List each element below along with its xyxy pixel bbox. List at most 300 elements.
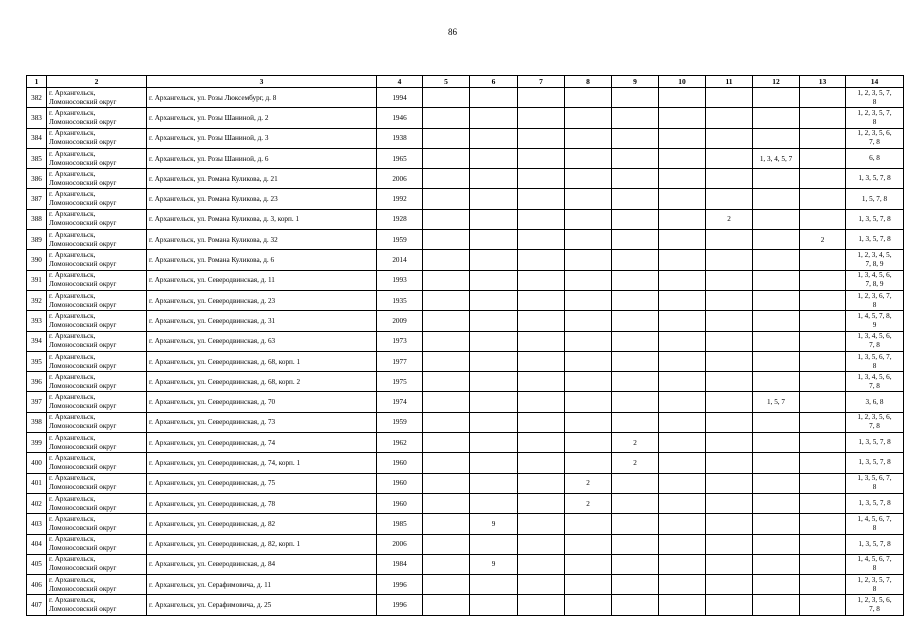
column-6-cell bbox=[470, 270, 518, 290]
year-cell: 1962 bbox=[377, 433, 423, 453]
column-14-cell bbox=[846, 392, 904, 412]
column-5-cell bbox=[423, 514, 470, 534]
column-header: 9 bbox=[612, 76, 659, 88]
column-14-line: 1, 3, 5, 7, 8 bbox=[858, 174, 891, 183]
column-7-cell bbox=[518, 88, 565, 108]
column-14-line: 8 bbox=[872, 483, 877, 492]
column-header: 12 bbox=[753, 76, 800, 88]
district-line: г. Архангельск, bbox=[49, 352, 96, 361]
row-number-cell: 405 bbox=[27, 554, 47, 574]
column-11-cell: 2 bbox=[706, 209, 753, 229]
column-6-cell bbox=[470, 311, 518, 331]
column-14-cell bbox=[846, 554, 904, 574]
column-5-cell bbox=[423, 88, 470, 108]
column-5-cell bbox=[423, 392, 470, 412]
district-line: г. Архангельск, bbox=[49, 372, 96, 381]
district-cell bbox=[47, 493, 147, 513]
column-8-cell bbox=[565, 148, 612, 168]
column-14-cell bbox=[846, 351, 904, 371]
column-14-cell bbox=[846, 372, 904, 392]
address-cell: г. Архангельск, ул. Северодвинская, д. 31 bbox=[147, 311, 377, 331]
district-cell bbox=[47, 169, 147, 189]
column-10-cell bbox=[659, 595, 706, 615]
column-12-cell bbox=[753, 331, 800, 351]
column-6-cell bbox=[470, 453, 518, 473]
column-14-cell bbox=[846, 169, 904, 189]
district-line: г. Архангельск, bbox=[49, 271, 96, 280]
district-line: Ломоносовский округ bbox=[49, 239, 117, 248]
year-cell: 1965 bbox=[377, 148, 423, 168]
district-line: г. Архангельск, bbox=[49, 149, 96, 158]
district-line: г. Архангельск, bbox=[49, 393, 96, 402]
table-row bbox=[27, 595, 904, 615]
column-12-cell bbox=[753, 493, 800, 513]
district-cell bbox=[47, 209, 147, 229]
column-6-cell bbox=[470, 148, 518, 168]
column-9-cell bbox=[612, 412, 659, 432]
column-9-cell bbox=[612, 554, 659, 574]
table-row bbox=[27, 473, 904, 493]
table-row bbox=[27, 128, 904, 148]
column-14-line: 8 bbox=[872, 361, 877, 370]
column-6-cell bbox=[470, 128, 518, 148]
district-cell bbox=[47, 575, 147, 595]
column-7-cell bbox=[518, 392, 565, 412]
column-5-cell bbox=[423, 595, 470, 615]
column-8-cell bbox=[565, 514, 612, 534]
column-13-cell bbox=[800, 311, 846, 331]
district-line: г. Архангельск, bbox=[49, 169, 96, 178]
column-header: 3 bbox=[147, 76, 377, 88]
table-row bbox=[27, 453, 904, 473]
column-7-cell bbox=[518, 189, 565, 209]
district-line: Ломоносовский округ bbox=[49, 199, 117, 208]
column-5-cell bbox=[423, 575, 470, 595]
column-5-cell bbox=[423, 331, 470, 351]
column-14-line: 3, 6, 8 bbox=[865, 397, 884, 406]
column-14-line: 1, 3, 5, 7, 8 bbox=[858, 499, 891, 508]
district-line: г. Архангельск, bbox=[49, 474, 96, 483]
column-11-cell bbox=[706, 595, 753, 615]
column-7-cell bbox=[518, 230, 565, 250]
year-cell: 2006 bbox=[377, 169, 423, 189]
district-line: Ломоносовский округ bbox=[49, 462, 117, 471]
district-line: г. Архангельск, bbox=[49, 291, 96, 300]
row-number-cell: 400 bbox=[27, 453, 47, 473]
column-11-cell bbox=[706, 554, 753, 574]
column-number-header-row bbox=[27, 76, 904, 88]
column-10-cell bbox=[659, 250, 706, 270]
column-8-cell bbox=[565, 270, 612, 290]
column-8-cell bbox=[565, 88, 612, 108]
column-11-cell bbox=[706, 453, 753, 473]
table-row bbox=[27, 311, 904, 331]
column-10-cell bbox=[659, 473, 706, 493]
row-number-cell: 382 bbox=[27, 88, 47, 108]
district-line: Ломоносовский округ bbox=[49, 564, 117, 573]
column-14-cell bbox=[846, 290, 904, 310]
column-14-line: 1, 3, 4, 5, 6, bbox=[857, 271, 892, 280]
year-cell: 1935 bbox=[377, 290, 423, 310]
row-number-cell: 387 bbox=[27, 189, 47, 209]
address-cell: г. Архангельск, ул. Романа Куликова, д. 6 bbox=[147, 250, 377, 270]
column-12-cell bbox=[753, 128, 800, 148]
column-14-cell bbox=[846, 128, 904, 148]
column-10-cell bbox=[659, 189, 706, 209]
column-11-cell bbox=[706, 412, 753, 432]
column-8-cell bbox=[565, 128, 612, 148]
column-9-cell bbox=[612, 595, 659, 615]
column-11-cell bbox=[706, 290, 753, 310]
district-line: Ломоносовский округ bbox=[49, 158, 117, 167]
column-12-cell bbox=[753, 311, 800, 331]
district-line: Ломоносовский округ bbox=[49, 300, 117, 309]
column-13-cell bbox=[800, 433, 846, 453]
column-13-cell bbox=[800, 331, 846, 351]
row-number-cell: 399 bbox=[27, 433, 47, 453]
table-row bbox=[27, 189, 904, 209]
column-10-cell bbox=[659, 311, 706, 331]
address-cell: г. Архангельск, ул. Серафимовича, д. 25 bbox=[147, 595, 377, 615]
column-14-line: 7, 8 bbox=[869, 138, 880, 147]
column-6-cell bbox=[470, 534, 518, 554]
address-cell: г. Архангельск, ул. Северодвинская, д. 11 bbox=[147, 270, 377, 290]
table-row bbox=[27, 108, 904, 128]
column-6-cell bbox=[470, 169, 518, 189]
year-cell: 1938 bbox=[377, 128, 423, 148]
column-11-cell bbox=[706, 270, 753, 290]
district-line: г. Архангельск, bbox=[49, 514, 96, 523]
column-10-cell bbox=[659, 453, 706, 473]
column-14-line: 7, 8, 9 bbox=[865, 280, 884, 289]
column-8-cell bbox=[565, 433, 612, 453]
column-8-cell bbox=[565, 575, 612, 595]
table-row bbox=[27, 412, 904, 432]
district-line: г. Архангельск, bbox=[49, 190, 96, 199]
column-13-cell bbox=[800, 290, 846, 310]
column-10-cell bbox=[659, 88, 706, 108]
district-line: Ломоносовский округ bbox=[49, 320, 117, 329]
year-cell: 1984 bbox=[377, 554, 423, 574]
column-14-cell bbox=[846, 331, 904, 351]
column-7-cell bbox=[518, 290, 565, 310]
column-5-cell bbox=[423, 453, 470, 473]
column-6-cell bbox=[470, 372, 518, 392]
column-10-cell bbox=[659, 108, 706, 128]
column-14-line: 1, 4, 5, 6, 7, bbox=[857, 555, 892, 564]
column-11-cell bbox=[706, 392, 753, 412]
column-13-cell bbox=[800, 88, 846, 108]
column-8-cell bbox=[565, 351, 612, 371]
column-5-cell bbox=[423, 351, 470, 371]
district-line: г. Архангельск, bbox=[49, 555, 96, 564]
address-cell: г. Архангельск, ул. Северодвинская, д. 75 bbox=[147, 473, 377, 493]
column-7-cell bbox=[518, 473, 565, 493]
column-12-cell bbox=[753, 595, 800, 615]
district-cell bbox=[47, 189, 147, 209]
address-cell: г. Архангельск, ул. Северодвинская, д. 74, корп. 1 bbox=[147, 453, 377, 473]
column-7-cell bbox=[518, 534, 565, 554]
column-14-line: 1, 3, 5, 7, 8 bbox=[858, 214, 891, 223]
year-cell: 1974 bbox=[377, 392, 423, 412]
column-8-cell bbox=[565, 554, 612, 574]
address-cell: г. Архангельск, ул. Северодвинская, д. 82, корп. 1 bbox=[147, 534, 377, 554]
row-number-cell: 386 bbox=[27, 169, 47, 189]
column-11-cell bbox=[706, 473, 753, 493]
column-11-cell bbox=[706, 169, 753, 189]
column-12-cell bbox=[753, 209, 800, 229]
column-7-cell bbox=[518, 554, 565, 574]
column-10-cell bbox=[659, 534, 706, 554]
row-number-cell: 383 bbox=[27, 108, 47, 128]
row-number-cell: 391 bbox=[27, 270, 47, 290]
column-7-cell bbox=[518, 250, 565, 270]
district-cell bbox=[47, 270, 147, 290]
column-8-cell bbox=[565, 290, 612, 310]
column-12-cell bbox=[753, 290, 800, 310]
column-6-cell bbox=[470, 108, 518, 128]
address-cell: г. Архангельск, ул. Северодвинская, д. 74 bbox=[147, 433, 377, 453]
column-header: 2 bbox=[47, 76, 147, 88]
column-14-line: 7, 8, 9 bbox=[865, 260, 884, 269]
address-cell: г. Архангельск, ул. Розы Шаниной, д. 2 bbox=[147, 108, 377, 128]
year-cell: 1959 bbox=[377, 412, 423, 432]
year-cell: 1996 bbox=[377, 575, 423, 595]
address-cell: г. Архангельск, ул. Северодвинская, д. 70 bbox=[147, 392, 377, 412]
year-cell: 1975 bbox=[377, 372, 423, 392]
column-5-cell bbox=[423, 230, 470, 250]
column-5-cell bbox=[423, 493, 470, 513]
column-13-cell bbox=[800, 209, 846, 229]
table-row bbox=[27, 392, 904, 412]
column-14-cell bbox=[846, 88, 904, 108]
column-11-cell bbox=[706, 230, 753, 250]
address-cell: г. Архангельск, ул. Северодвинская, д. 84 bbox=[147, 554, 377, 574]
row-number-cell: 389 bbox=[27, 230, 47, 250]
column-9-cell bbox=[612, 108, 659, 128]
row-number-cell: 392 bbox=[27, 290, 47, 310]
district-line: Ломоносовский округ bbox=[49, 341, 117, 350]
address-cell: г. Архангельск, ул. Розы Шаниной, д. 3 bbox=[147, 128, 377, 148]
column-11-cell bbox=[706, 433, 753, 453]
column-10-cell bbox=[659, 290, 706, 310]
column-9-cell: 2 bbox=[612, 433, 659, 453]
column-13-cell bbox=[800, 108, 846, 128]
column-14-cell bbox=[846, 209, 904, 229]
column-6-cell: 9 bbox=[470, 514, 518, 534]
district-line: Ломоносовский округ bbox=[49, 422, 117, 431]
column-13-cell: 2 bbox=[800, 230, 846, 250]
column-13-cell bbox=[800, 148, 846, 168]
column-8-cell bbox=[565, 189, 612, 209]
column-6-cell bbox=[470, 433, 518, 453]
address-cell: г. Архангельск, ул. Северодвинская, д. 23 bbox=[147, 290, 377, 310]
address-cell: г. Архангельск, ул. Романа Куликова, д. 21 bbox=[147, 169, 377, 189]
table-row bbox=[27, 493, 904, 513]
column-9-cell bbox=[612, 230, 659, 250]
column-6-cell bbox=[470, 88, 518, 108]
column-6-cell bbox=[470, 230, 518, 250]
column-9-cell bbox=[612, 351, 659, 371]
column-13-cell bbox=[800, 554, 846, 574]
column-11-cell bbox=[706, 128, 753, 148]
column-14-cell bbox=[846, 453, 904, 473]
column-14-line: 7, 8 bbox=[869, 422, 880, 431]
column-14-line: 1, 3, 4, 5, 6, bbox=[857, 332, 892, 341]
column-13-cell bbox=[800, 169, 846, 189]
district-cell bbox=[47, 453, 147, 473]
column-12-cell bbox=[753, 514, 800, 534]
column-14-line: 8 bbox=[872, 300, 877, 309]
column-12-cell bbox=[753, 270, 800, 290]
column-7-cell bbox=[518, 351, 565, 371]
column-5-cell bbox=[423, 108, 470, 128]
column-7-cell bbox=[518, 575, 565, 595]
column-7-cell bbox=[518, 209, 565, 229]
year-cell: 1960 bbox=[377, 493, 423, 513]
column-14-line: 1, 2, 3, 5, 6, bbox=[857, 596, 892, 605]
district-line: г. Архангельск, bbox=[49, 332, 96, 341]
column-5-cell bbox=[423, 209, 470, 229]
row-number-cell: 398 bbox=[27, 412, 47, 432]
column-7-cell bbox=[518, 514, 565, 534]
column-10-cell bbox=[659, 128, 706, 148]
address-cell: г. Архангельск, ул. Северодвинская, д. 82 bbox=[147, 514, 377, 534]
column-14-cell bbox=[846, 250, 904, 270]
column-13-cell bbox=[800, 473, 846, 493]
district-cell bbox=[47, 88, 147, 108]
column-7-cell bbox=[518, 270, 565, 290]
column-5-cell bbox=[423, 290, 470, 310]
column-6-cell bbox=[470, 493, 518, 513]
row-number-cell: 395 bbox=[27, 351, 47, 371]
column-12-cell bbox=[753, 554, 800, 574]
district-line: Ломоносовский округ bbox=[49, 97, 117, 106]
column-12-cell: 1, 3, 4, 5, 7 bbox=[753, 148, 800, 168]
column-14-line: 1, 2, 3, 5, 7, bbox=[857, 88, 892, 97]
column-14-line: 8 bbox=[872, 584, 877, 593]
column-10-cell bbox=[659, 169, 706, 189]
row-number-cell: 403 bbox=[27, 514, 47, 534]
column-header: 5 bbox=[423, 76, 470, 88]
district-cell bbox=[47, 250, 147, 270]
address-cell: г. Архангельск, ул. Серафимовича, д. 11 bbox=[147, 575, 377, 595]
table-row bbox=[27, 230, 904, 250]
column-11-cell bbox=[706, 575, 753, 595]
column-10-cell bbox=[659, 331, 706, 351]
district-line: г. Архангельск, bbox=[49, 311, 96, 320]
column-14-line: 8 bbox=[872, 523, 877, 532]
column-11-cell bbox=[706, 148, 753, 168]
district-cell bbox=[47, 412, 147, 432]
column-14-cell bbox=[846, 108, 904, 128]
column-12-cell bbox=[753, 230, 800, 250]
column-5-cell bbox=[423, 433, 470, 453]
column-12-cell bbox=[753, 108, 800, 128]
column-10-cell bbox=[659, 493, 706, 513]
column-14-cell bbox=[846, 270, 904, 290]
year-cell: 1959 bbox=[377, 230, 423, 250]
address-cell: г. Архангельск, ул. Розы Люксембург, д. 8 bbox=[147, 88, 377, 108]
row-number-cell: 397 bbox=[27, 392, 47, 412]
column-12-cell bbox=[753, 453, 800, 473]
district-line: г. Архангельск, bbox=[49, 88, 96, 97]
district-cell bbox=[47, 351, 147, 371]
district-cell bbox=[47, 372, 147, 392]
column-6-cell bbox=[470, 209, 518, 229]
column-11-cell bbox=[706, 351, 753, 371]
column-5-cell bbox=[423, 148, 470, 168]
column-5-cell bbox=[423, 311, 470, 331]
address-cell: г. Архангельск, ул. Северодвинская, д. 63 bbox=[147, 331, 377, 351]
column-13-cell bbox=[800, 189, 846, 209]
column-12-cell bbox=[753, 473, 800, 493]
district-cell bbox=[47, 595, 147, 615]
table-row bbox=[27, 148, 904, 168]
column-9-cell bbox=[612, 575, 659, 595]
district-cell bbox=[47, 311, 147, 331]
column-header: 6 bbox=[470, 76, 518, 88]
district-cell bbox=[47, 148, 147, 168]
district-line: Ломоносовский округ bbox=[49, 605, 117, 614]
row-number-cell: 384 bbox=[27, 128, 47, 148]
column-11-cell bbox=[706, 108, 753, 128]
column-12-cell bbox=[753, 412, 800, 432]
column-11-cell bbox=[706, 311, 753, 331]
column-14-line: 7, 8 bbox=[869, 381, 880, 390]
column-9-cell bbox=[612, 189, 659, 209]
year-cell: 1960 bbox=[377, 473, 423, 493]
district-line: Ломоносовский округ bbox=[49, 584, 117, 593]
column-8-cell bbox=[565, 392, 612, 412]
column-14-line: 1, 3, 5, 7, 8 bbox=[858, 235, 891, 244]
column-8-cell bbox=[565, 250, 612, 270]
column-13-cell bbox=[800, 392, 846, 412]
row-number-cell: 407 bbox=[27, 595, 47, 615]
district-cell bbox=[47, 392, 147, 412]
district-line: Ломоносовский округ bbox=[49, 178, 117, 187]
column-9-cell bbox=[612, 88, 659, 108]
district-line: Ломоносовский округ bbox=[49, 503, 117, 512]
district-line: г. Архангельск, bbox=[49, 494, 96, 503]
row-number-cell: 402 bbox=[27, 493, 47, 513]
column-14-cell bbox=[846, 311, 904, 331]
column-8-cell bbox=[565, 534, 612, 554]
column-14-line: 7, 8 bbox=[869, 341, 880, 350]
column-9-cell bbox=[612, 290, 659, 310]
district-line: Ломоносовский округ bbox=[49, 544, 117, 553]
column-7-cell bbox=[518, 493, 565, 513]
column-10-cell bbox=[659, 514, 706, 534]
district-line: г. Архангельск, bbox=[49, 535, 96, 544]
column-8-cell bbox=[565, 453, 612, 473]
column-14-line: 1, 2, 3, 5, 7, bbox=[857, 108, 892, 117]
column-8-cell bbox=[565, 169, 612, 189]
year-cell: 1994 bbox=[377, 88, 423, 108]
column-14-cell bbox=[846, 148, 904, 168]
column-14-cell bbox=[846, 230, 904, 250]
district-line: г. Архангельск, bbox=[49, 251, 96, 260]
table-body bbox=[27, 88, 904, 616]
column-14-cell bbox=[846, 595, 904, 615]
year-cell: 1996 bbox=[377, 595, 423, 615]
column-7-cell bbox=[518, 108, 565, 128]
column-9-cell bbox=[612, 209, 659, 229]
year-cell: 2009 bbox=[377, 311, 423, 331]
column-12-cell bbox=[753, 189, 800, 209]
district-line: г. Архангельск, bbox=[49, 129, 96, 138]
column-9-cell bbox=[612, 514, 659, 534]
